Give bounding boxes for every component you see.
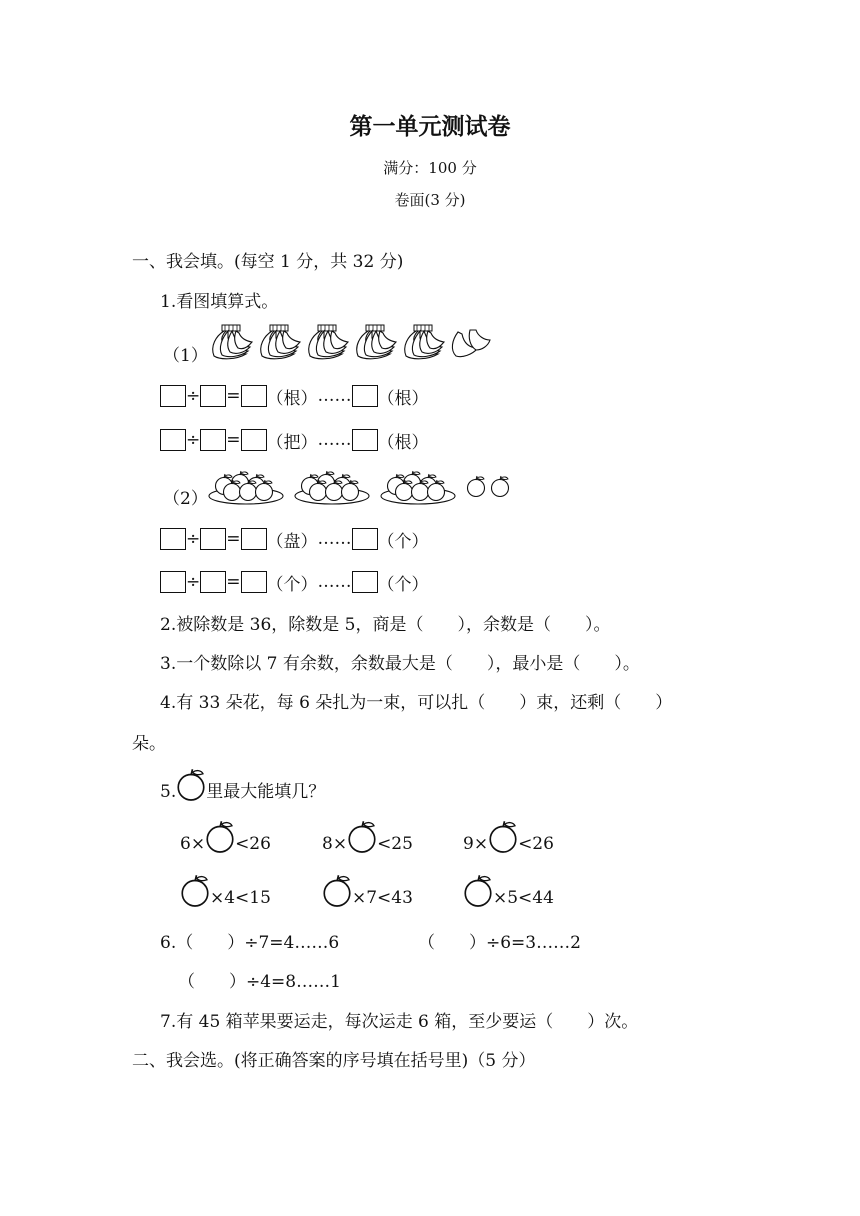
question-6-c: （ ）÷4=8……1 (178, 972, 341, 992)
unit-label: （把） (266, 432, 318, 453)
answer-box[interactable] (160, 528, 186, 550)
unit-label: （根） (377, 432, 429, 453)
q5-item-before: 8× (322, 834, 348, 854)
section-2-heading: 二、我会选。(将正确答案的序号填在括号里)（5 分） (132, 1051, 536, 1071)
question-3: 3.一个数除以 7 有余数，余数最大是（ ），最小是（ ）。 (160, 654, 640, 674)
q5-number: 5. (160, 782, 177, 802)
q5-item-2 (322, 820, 413, 854)
unit-label: （个） (377, 574, 429, 595)
equals-sign: = (226, 529, 241, 549)
answer-box[interactable] (160, 571, 186, 593)
unit-label: （根） (266, 388, 318, 409)
question-6-b: （ ）÷6=3……2 (418, 933, 581, 953)
answer-box[interactable] (160, 429, 186, 451)
question-4-line-1: 4.有 33 朵花，每 6 朵扎为一束，可以扎（ ）束，还剩（ ） (160, 693, 673, 713)
q5-item-after: ×7<43 (352, 888, 413, 908)
apple-icon[interactable] (322, 874, 352, 908)
apple-icon (176, 768, 206, 802)
page-title: 第一单元测试卷 (349, 114, 511, 140)
q5-item-4 (180, 874, 271, 908)
q5-item-before: 9× (463, 834, 489, 854)
q5-item-after: ×4<15 (210, 888, 271, 908)
question-6-a: 6.（ ）÷7=4……6 (160, 933, 340, 953)
section-1-heading: 一、我会填。(每空 1 分，共 32 分) (132, 252, 404, 272)
full-score: 满分：100 分 (383, 159, 477, 177)
q5-item-after: <25 (377, 834, 413, 854)
q5-text: 里最大能填几？ (206, 782, 326, 802)
q1-part1-row-1 (160, 384, 429, 408)
equals-sign: = (226, 386, 241, 406)
unit-label: （个） (377, 531, 429, 552)
banana-bunch-icon (206, 322, 496, 364)
unit-label: （个） (266, 574, 318, 595)
q1-part2-label: （2） (163, 489, 208, 509)
q1-part1-row-2 (160, 428, 429, 452)
q5-item-after: <26 (235, 834, 271, 854)
equals-sign: = (226, 430, 241, 450)
divide-sign: ÷ (186, 386, 201, 406)
answer-box[interactable] (200, 528, 226, 550)
q5-item-1 (180, 820, 271, 854)
unit-label: （盘） (266, 531, 318, 552)
neatness-score: 卷面(3 分) (394, 191, 466, 209)
answer-box[interactable] (352, 429, 378, 451)
answer-box[interactable] (241, 429, 267, 451)
apple-icon[interactable] (205, 820, 235, 854)
q5-item-6 (463, 874, 554, 908)
answer-box[interactable] (352, 571, 378, 593)
question-4-line-2: 朵。 (132, 734, 166, 754)
equals-sign: = (226, 572, 241, 592)
remainder-dots: …… (317, 386, 352, 406)
question-7: 7.有 45 箱苹果要运走，每次运走 6 箱，至少要运（ ）次。 (160, 1012, 639, 1032)
answer-box[interactable] (241, 571, 267, 593)
q1-part2-row-2 (160, 570, 429, 594)
answer-box[interactable] (200, 571, 226, 593)
q5-item-before: 6× (180, 834, 206, 854)
answer-box[interactable] (160, 385, 186, 407)
apple-icon[interactable] (180, 874, 210, 908)
remainder-dots: …… (317, 572, 352, 592)
unit-label: （根） (377, 388, 429, 409)
answer-box[interactable] (352, 385, 378, 407)
q1-label: 1.看图填算式。 (160, 292, 279, 312)
divide-sign: ÷ (186, 430, 201, 450)
apple-icon[interactable] (347, 820, 377, 854)
answer-box[interactable] (200, 385, 226, 407)
question-5 (160, 768, 325, 802)
q1-part1-label: （1） (163, 346, 208, 366)
q5-item-3 (463, 820, 554, 854)
answer-box[interactable] (352, 528, 378, 550)
q1-part2-row-1 (160, 527, 429, 551)
q5-item-after: <26 (518, 834, 554, 854)
answer-box[interactable] (241, 385, 267, 407)
answer-box[interactable] (200, 429, 226, 451)
answer-box[interactable] (241, 528, 267, 550)
apple-icon[interactable] (488, 820, 518, 854)
q5-item-5 (322, 874, 413, 908)
apple-plate-icon (208, 466, 518, 508)
remainder-dots: …… (317, 430, 352, 450)
remainder-dots: …… (317, 529, 352, 549)
divide-sign: ÷ (186, 572, 201, 592)
apple-icon[interactable] (463, 874, 493, 908)
question-2: 2.被除数是 36，除数是 5，商是（ ），余数是（ ）。 (160, 615, 611, 635)
divide-sign: ÷ (186, 529, 201, 549)
q5-item-after: ×5<44 (493, 888, 554, 908)
